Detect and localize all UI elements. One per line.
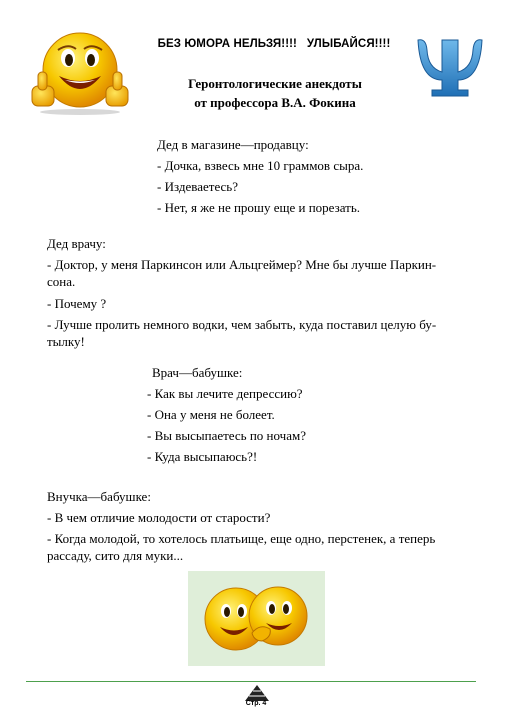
joke-3-line: - Куда высыпаюсь?!	[147, 449, 258, 464]
joke-4-line: - В чем отличие молодости от старости?	[47, 510, 271, 525]
joke-2-line: - Доктор, у меня Паркинсон или Альцгеймер? Мне бы лучше Паркин-сона.	[47, 257, 437, 289]
joke-3-intro: Врач—бабушке:	[152, 365, 243, 380]
title-line-2: от профессора В.А. Фокина	[194, 95, 356, 110]
hugging-smileys-icon	[188, 571, 325, 666]
joke-1	[157, 134, 363, 218]
hugging-smileys-picture	[188, 571, 325, 666]
joke-3-line: - Она у меня не болеет.	[147, 407, 275, 422]
joke-1-line: Дед в магазине—продавцу:	[157, 137, 309, 152]
header-slogan: БЕЗ ЮМОРА НЕЛЬЗЯ!!!! УЛЫБАЙСЯ!!!!	[157, 38, 391, 50]
joke-2-line: - Почему ?	[47, 296, 107, 311]
joke-3	[147, 362, 306, 467]
joke-4-line: - Когда молодой, то хотелось платьище, еще одно, перстенек, а теперь рассаду, сито для муки...	[47, 531, 436, 563]
joke-2-line: - Лучше пролить немного водки, чем забыть, куда поставил целую бу-тылку!	[47, 317, 437, 349]
thumbs-up-smiley-icon	[28, 26, 132, 116]
joke-4	[47, 486, 463, 567]
joke-2	[47, 233, 463, 353]
page-title	[150, 74, 400, 112]
psi-symbol-icon	[414, 28, 486, 98]
title-line-1: Геронтологические анекдоты	[188, 76, 362, 91]
page-number: Стр. 4	[245, 700, 267, 707]
joke-3-line: - Как вы лечите депрессию?	[147, 386, 303, 401]
joke-4-intro: Внучка—бабушке:	[47, 489, 151, 504]
joke-1-line: - Дочка, взвесь мне 10 граммов сыра.	[157, 158, 364, 173]
footer-divider	[26, 681, 476, 682]
joke-1-line: - Издеваетесь?	[157, 179, 239, 194]
joke-3-line: - Вы высыпаетесь по ночам?	[147, 428, 306, 443]
joke-2-intro: Дед врачу:	[47, 236, 106, 251]
joke-1-line: - Нет, я же не прошу еще и порезать.	[157, 200, 361, 215]
